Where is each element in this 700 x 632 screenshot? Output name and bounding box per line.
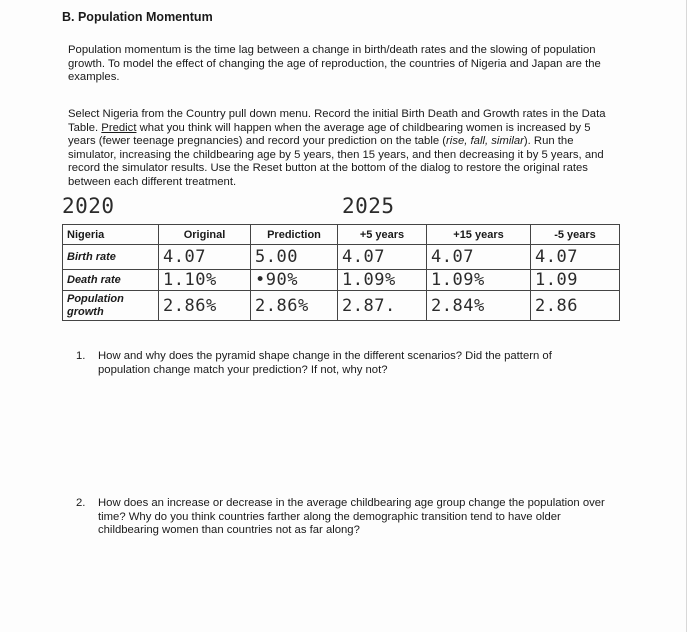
death-plus5: 1.09%: [338, 270, 427, 291]
table-header-row: [63, 225, 620, 245]
header-country: Nigeria: [63, 225, 159, 245]
instructions-part-a: Select Nigeria from the Country pull down menu. Record the initial Birth Death and Growth rates in the Data Table.: [68, 108, 606, 134]
growth-plus5: 2.87.: [338, 291, 427, 321]
question-1: [76, 350, 606, 377]
table-row: [63, 291, 620, 321]
birth-original: 4.07: [159, 245, 251, 270]
header-plus5: +5 years: [338, 225, 427, 245]
header-minus5: -5 years: [531, 225, 620, 245]
instructions-paragraph: [68, 108, 613, 190]
row-label-population-growth: Population growth: [63, 291, 159, 321]
row-label-death-rate: Death rate: [63, 270, 159, 291]
intro-paragraph: Population momentum is the time lag between a change in birth/death rates and the slowing of population growth. To model the effect of changing the age of reproduction, the countries of Nigeria and Japan are the examples.: [68, 44, 601, 84]
question-2-text: How does an increase or decrease in the average childbearing age group change the population over time? Why do you think countries farther along the demographic transition tend to have older childbearing women than countries not as far along?: [98, 497, 605, 537]
question-2: [76, 497, 606, 538]
table-row: [63, 245, 620, 270]
handwritten-year-2025: 2025: [342, 194, 395, 218]
table-row: [63, 270, 620, 291]
birth-plus15: 4.07: [427, 245, 531, 270]
question-2-number: 2.: [76, 497, 86, 509]
death-original: 1.10%: [159, 270, 251, 291]
row-label-birth-rate: Birth rate: [63, 245, 159, 270]
predict-word: Predict: [101, 121, 137, 134]
growth-plus15: 2.84%: [427, 291, 531, 321]
growth-original: 2.86%: [159, 291, 251, 321]
birth-minus5: 4.07: [531, 245, 620, 270]
handwritten-year-2020: 2020: [62, 194, 115, 218]
growth-minus5: 2.86: [531, 291, 620, 321]
header-plus15: +15 years: [427, 225, 531, 245]
death-prediction: •90%: [251, 270, 338, 291]
growth-prediction: 2.86%: [251, 291, 338, 321]
birth-plus5: 4.07: [338, 245, 427, 270]
instructions-part-c: ). Run the simulator, increasing the childbearing age by 5 years, then 15 years, and then decreasing it by 5 years, and record the simulator results. Use the Reset button at the bottom of the dialog to restore the original rates between each different treatment.: [68, 135, 604, 188]
birth-prediction: 5.00: [251, 245, 338, 270]
instructions-options: rise, fall, similar: [446, 135, 524, 148]
death-minus5: 1.09: [531, 270, 620, 291]
section-title: B. Population Momentum: [62, 10, 213, 24]
instructions-part-b: what you think will happen when the average age of childbearing women is increased by 5 years (fewer teenage pregnancies) and record your prediction on the table (: [68, 121, 591, 148]
header-original: Original: [159, 225, 251, 245]
data-table: [62, 224, 620, 321]
question-1-number: 1.: [76, 350, 86, 362]
death-plus15: 1.09%: [427, 270, 531, 291]
header-prediction: Prediction: [251, 225, 338, 245]
question-1-text: How and why does the pyramid shape change in the different scenarios? Did the pattern of population change match your prediction? If not, why not?: [98, 350, 552, 376]
